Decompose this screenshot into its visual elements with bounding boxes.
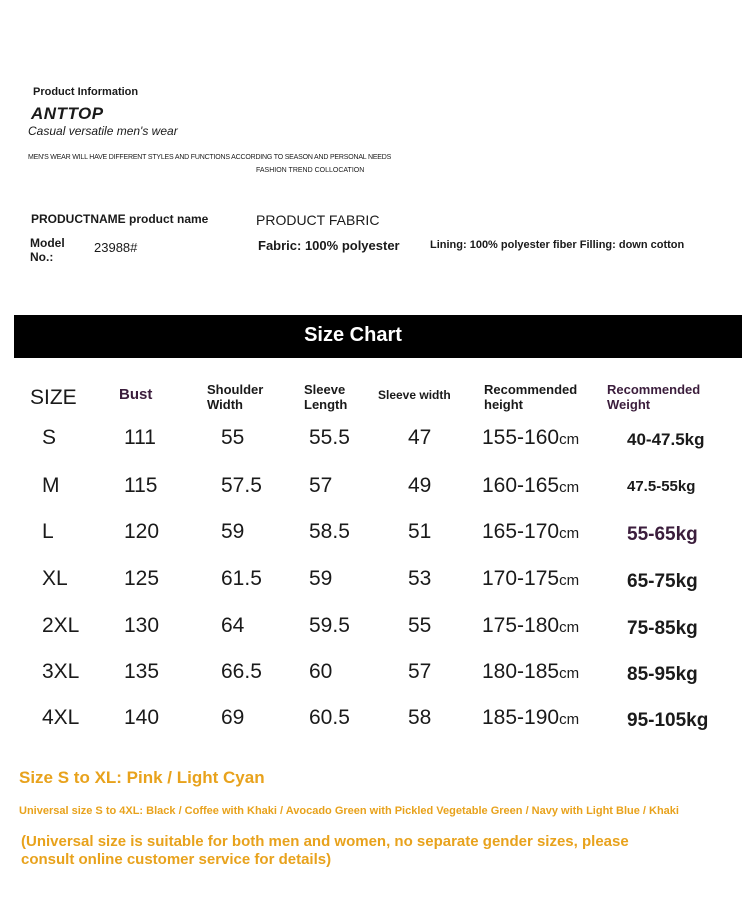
bust-cell [124,660,159,684]
shoulder-cell-value: 61.5 [221,567,262,590]
size-cell-value: S [42,426,57,449]
fabric-value: Fabric: 100% polyester [258,238,400,253]
lining-value: Lining: 100% polyester fiber Filling: down cotton [430,239,685,251]
size-cell [42,706,79,730]
style-note-sub: FASHION TREND COLLOCATION [256,167,365,174]
style-note: MEN'S WEAR WILL HAVE DIFFERENT STYLES AND FUNCTIONS ACCORDING TO SEASON AND PERSONAL NEEDS [28,154,392,161]
weight-cell [627,710,708,732]
height-cell-value: 160-165 [482,474,560,497]
header-recommended-weight: Recommended Weight [607,382,701,412]
bust-cell [124,520,159,544]
header-recommended-height: Recommended height [484,382,578,412]
size-cell [42,660,79,684]
unit-cm: cm [559,479,580,496]
shoulder-cell-value: 55 [221,426,245,449]
sleeve-length-cell-value: 55.5 [309,426,350,449]
sleeve-length-cell-value: 60.5 [309,706,350,729]
shoulder-cell-value: 57.5 [221,474,262,497]
shoulder-cell-value: 64 [221,614,245,637]
height-cell [482,706,579,730]
bust-cell-value: 125 [124,567,160,590]
sleeve-width-cell-value: 47 [408,426,432,449]
size-chart-title: Size Chart [304,324,402,346]
bust-cell-value: 130 [124,614,160,637]
sleeve-length-cell-value: 59.5 [309,614,350,637]
header-shoulder-width: Shoulder Width [207,382,264,412]
size-cell-value: 2XL [42,614,80,637]
height-cell [482,426,579,450]
header-bust: Bust [119,386,153,403]
weight-cell-value: 65-75kg [627,571,698,592]
sleeve-length-cell-value: 57 [309,474,333,497]
sleeve-length-cell [309,706,350,730]
bust-cell [124,614,159,638]
size-cell-value: XL [42,567,68,590]
weight-cell-value: 55-65kg [627,524,698,545]
shoulder-cell [221,706,244,730]
shoulder-cell-value: 59 [221,520,245,543]
sleeve-width-cell-value: 53 [408,567,432,590]
product-fabric-label: PRODUCT FABRIC [256,212,380,228]
shoulder-cell [221,520,244,544]
weight-cell [627,618,698,640]
bust-cell-value: 135 [124,660,160,683]
size-cell-value: 3XL [42,660,80,683]
sleeve-length-cell [309,614,350,638]
sleeve-width-cell-value: 51 [408,520,432,543]
sleeve-width-cell [408,614,431,638]
sleeve-width-cell [408,660,431,684]
size-cell [42,426,56,450]
brand-tagline: Casual versatile men's wear [28,124,178,138]
unit-cm: cm [559,572,580,589]
weight-cell [627,664,698,686]
colors-s-to-xl: Size S to XL: Pink / Light Cyan [19,768,265,787]
bust-cell [124,426,156,450]
weight-cell [627,430,705,450]
sleeve-width-cell-value: 55 [408,614,432,637]
header-sleeve-length: Sleeve Length [304,382,348,412]
sleeve-length-cell-value: 58.5 [309,520,350,543]
header-size: SIZE [30,386,77,409]
height-cell-value: 185-190 [482,706,560,729]
height-cell-value: 180-185 [482,660,560,683]
weight-cell-value: 75-85kg [627,618,698,639]
sleeve-width-cell-value: 49 [408,474,432,497]
height-cell [482,520,579,544]
unit-cm: cm [559,711,580,728]
bust-cell-value: 120 [124,520,160,543]
bust-cell-value: 115 [124,474,158,497]
weight-cell-value: 85-95kg [627,664,698,685]
size-cell [42,567,68,591]
sleeve-length-cell [309,567,332,591]
product-info-heading: Product Information [33,86,139,98]
height-cell [482,660,579,684]
unit-cm: cm [559,525,580,542]
size-cell-value: M [42,474,60,497]
size-cell [42,474,60,498]
colors-universal: Universal size S to 4XL: Black / Coffee with Khaki / Avocado Green with Pickled Vegetable Green / Navy with Light Blue / Khaki [19,805,679,817]
weight-cell-value: 40-47.5kg [627,430,705,449]
model-number-value: 23988# [94,240,138,255]
sleeve-width-cell [408,474,431,498]
height-cell-value: 165-170 [482,520,560,543]
height-cell [482,474,579,498]
bust-cell [124,567,159,591]
size-cell-value: L [42,520,54,543]
sleeve-width-cell-value: 57 [408,660,432,683]
height-cell-value: 155-160 [482,426,560,449]
height-cell-value: 175-180 [482,614,560,637]
weight-cell-value: 95-105kg [627,710,709,731]
bust-cell [124,474,157,498]
shoulder-cell [221,614,244,638]
unit-cm: cm [559,431,580,448]
weight-cell-value: 47.5-55kg [627,478,696,495]
sleeve-length-cell [309,426,350,450]
sleeve-width-cell-value: 58 [408,706,432,729]
sleeve-width-cell [408,520,431,544]
brand-name: ANTTOP [31,104,104,123]
shoulder-cell [221,660,262,684]
size-cell [42,520,54,544]
bust-cell-value: 140 [124,706,160,729]
size-cell-value: 4XL [42,706,80,729]
sleeve-width-cell [408,426,431,450]
weight-cell [627,478,695,495]
unit-cm: cm [559,619,580,636]
bust-cell-value: 111 [124,426,156,449]
sleeve-length-cell [309,474,332,498]
height-cell [482,567,579,591]
gender-disclaimer: (Universal size is suitable for both men and women, no separate gender sizes, please consult online customer service for details) [21,833,629,868]
size-chart-banner [14,315,742,358]
shoulder-cell [221,567,262,591]
shoulder-cell-value: 66.5 [221,660,262,683]
shoulder-cell [221,426,244,450]
bust-cell [124,706,159,730]
height-cell-value: 170-175 [482,567,560,590]
size-cell [42,614,79,638]
sleeve-width-cell [408,567,431,591]
sleeve-length-cell [309,520,350,544]
product-name-label: PRODUCTNAME product name [31,212,209,226]
sleeve-width-cell [408,706,431,730]
shoulder-cell-value: 69 [221,706,245,729]
weight-cell [627,571,698,593]
sleeve-length-cell [309,660,332,684]
header-sleeve-width: Sleeve width [378,388,451,402]
shoulder-cell [221,474,262,498]
model-number-label: Model No.: [30,236,65,264]
height-cell [482,614,579,638]
sleeve-length-cell-value: 60 [309,660,333,683]
unit-cm: cm [559,665,580,682]
weight-cell [627,524,698,546]
sleeve-length-cell-value: 59 [309,567,333,590]
